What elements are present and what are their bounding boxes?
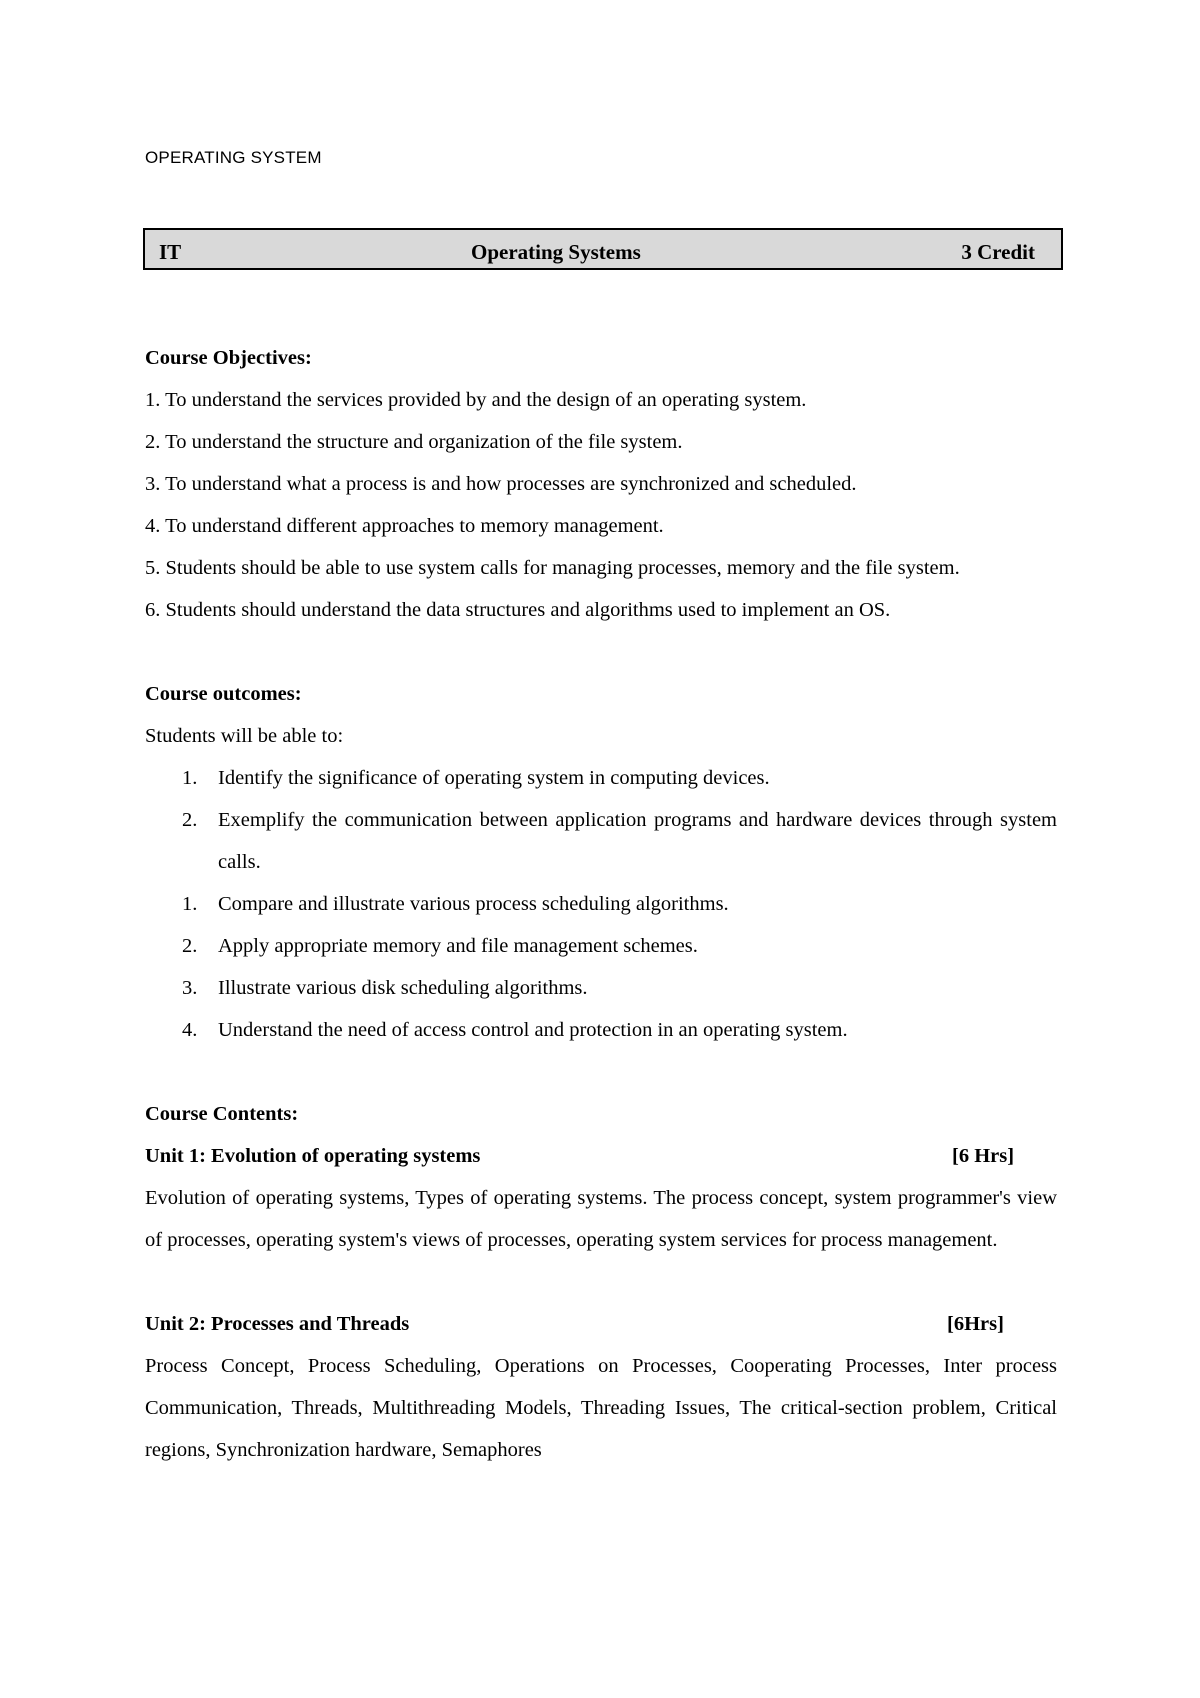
unit-heading [145, 1303, 1057, 1345]
unit-hours: [6Hrs] [947, 1313, 1004, 1335]
unit-body: Evolution of operating systems, Types of operating systems. The process concept, system programmer's view of processes, operating system's views of processes, operating system services for process management. [145, 1187, 1057, 1251]
unit-title: Unit 2: Processes and Threads [145, 1313, 410, 1335]
outcome-text: Understand the need of access control and protection in an operating system. [218, 1019, 848, 1041]
course-credit: 3 Credit [961, 240, 1035, 264]
outcome-item [145, 967, 1057, 1009]
objective-item: 4. To understand different approaches to memory management. [145, 515, 664, 537]
course-title-box [143, 228, 1063, 270]
outcome-number: 1. [182, 767, 198, 789]
spacer [145, 1261, 1057, 1303]
spacer [145, 1051, 1057, 1093]
document-body [145, 337, 1057, 1471]
course-contents-section [145, 1093, 1057, 1471]
outcomes-heading: Course outcomes: [145, 683, 302, 705]
outcome-text: Compare and illustrate various process scheduling algorithms. [218, 893, 729, 915]
document-header: OPERATING SYSTEM [145, 148, 322, 167]
objective-item: 5. Students should be able to use system calls for managing processes, memory and the file system. [145, 557, 960, 579]
outcome-item [145, 883, 1057, 925]
outcome-text: Identify the significance of operating system in computing devices. [218, 767, 770, 789]
unit-hours: [6 Hrs] [952, 1145, 1015, 1167]
course-objectives-section [145, 337, 1057, 631]
objective-item: 3. To understand what a process is and how processes are synchronized and scheduled. [145, 473, 857, 495]
objectives-heading: Course Objectives: [145, 347, 312, 369]
course-outcomes-section [145, 673, 1057, 1051]
outcome-text: Illustrate various disk scheduling algorithms. [218, 977, 588, 999]
course-name: Operating Systems [471, 240, 641, 264]
unit-title: Unit 1: Evolution of operating systems [145, 1145, 481, 1167]
outcome-number: 1. [182, 893, 198, 915]
outcome-number: 2. [182, 935, 198, 957]
outcome-number: 4. [182, 1019, 198, 1041]
outcome-text: Apply appropriate memory and file management schemes. [218, 935, 698, 957]
outcomes-intro: Students will be able to: [145, 725, 344, 747]
contents-heading: Course Contents: [145, 1103, 299, 1125]
objective-item: 2. To understand the structure and organization of the file system. [145, 431, 683, 453]
course-code: IT [159, 240, 182, 264]
outcome-item [145, 799, 1057, 883]
spacer [145, 631, 1057, 673]
outcome-item [145, 925, 1057, 967]
unit-heading [145, 1135, 1057, 1177]
outcome-number: 2. [182, 809, 198, 831]
outcome-number: 3. [182, 977, 198, 999]
outcome-text: Exemplify the communication between application programs and hardware devices through system calls. [218, 809, 1057, 873]
objective-item: 1. To understand the services provided by and the design of an operating system. [145, 389, 807, 411]
objective-item: 6. Students should understand the data structures and algorithms used to implement an OS. [145, 599, 891, 621]
outcome-item [145, 757, 1057, 799]
outcome-item [145, 1009, 1057, 1051]
outcomes-list [145, 757, 1057, 1051]
unit-body: Process Concept, Process Scheduling, Operations on Processes, Cooperating Processes, Inter process Communication, Threads, Multithreading Models, Threading Issues, The critical-section problem, Critical regions, Synchronization hardware, Semaphores [145, 1355, 1057, 1461]
